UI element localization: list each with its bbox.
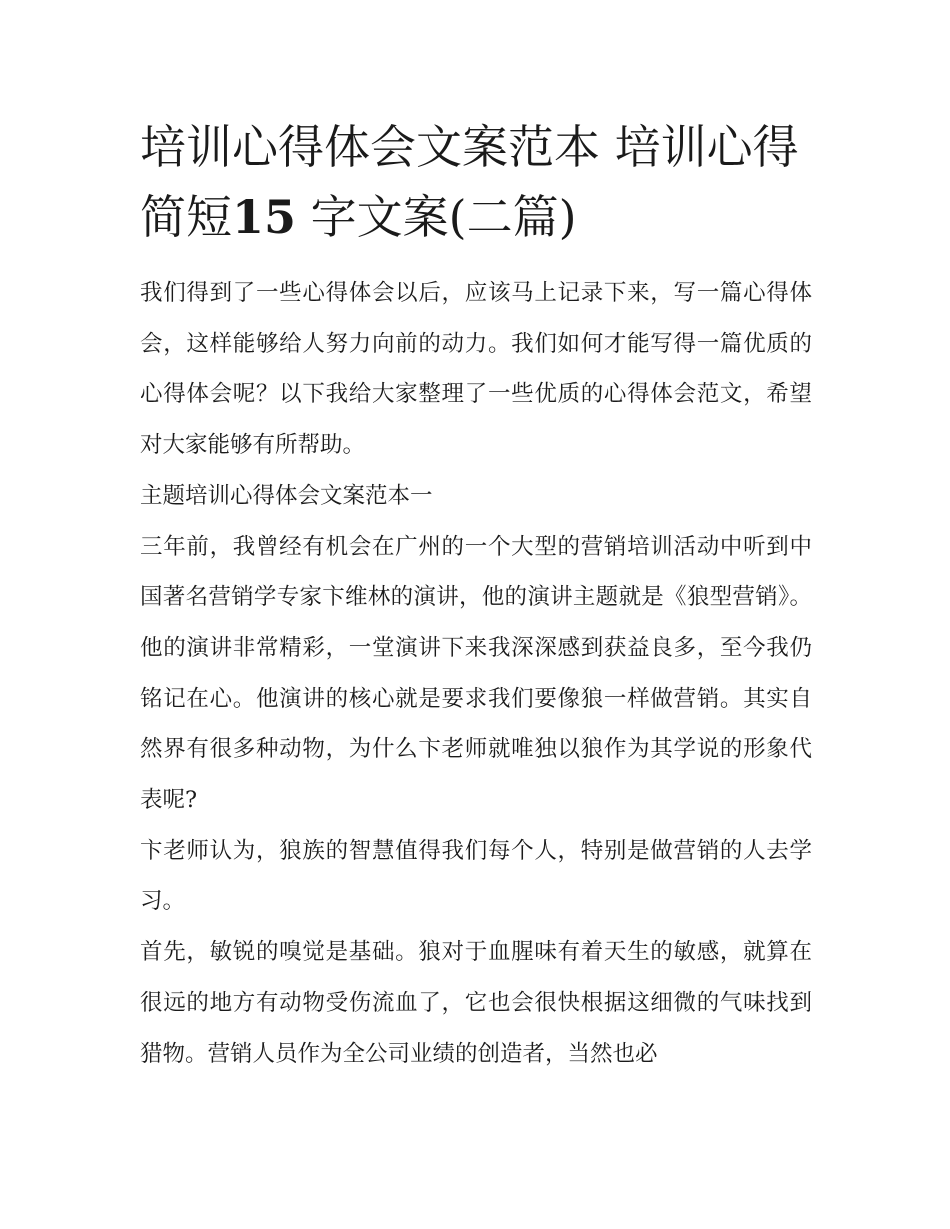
document-title — [140, 112, 812, 252]
body-paragraph: 三年前，我曾经有机会在广州的一个大型的营销培训活动中听到中国著名营销学专家卞维林的演讲，他的演讲主题就是《狼型营销》。他的演讲非常精彩，一堂演讲下来我深深感到获益良多，至今我仍铭记在心。他演讲的核心就是要求我们要像狼一样做营销。其实自然界有很多种动物，为什么卞老师就唯独以狼作为其学说的形象代表呢? — [140, 533, 812, 814]
body-paragraph: 首先，敏锐的嗅觉是基础。狼对于血腥味有着天生的敏感，就算在很远的地方有动物受伤流血了，它也会很快根据这细微的气味找到猎物。营销人员作为全公司业绩的创造者，当然也必 — [140, 939, 812, 1067]
section-heading: 主题培训心得体会文案范本一 — [140, 482, 433, 509]
document-page — [140, 112, 812, 1079]
title-text-part1: 培训心得体会文案范本 培训心得简短 — [140, 120, 799, 244]
body-paragraph: 卞老师认为，狼族的智慧值得我们每个人，特别是做营销的人去学习。 — [140, 837, 812, 915]
title-text-part2: 字文案(二篇) — [310, 190, 577, 244]
document-body — [140, 268, 812, 1079]
intro-paragraph: 我们得到了一些心得体会以后，应该马上记录下来，写一篇心得体会，这样能够给人努力向前的动力。我们如何才能写得一篇优质的心得体会呢？以下我给大家整理了一些优质的心得体会范文，希望对大家能够有所帮助。 — [140, 280, 812, 459]
title-number: 15 — [232, 190, 297, 244]
